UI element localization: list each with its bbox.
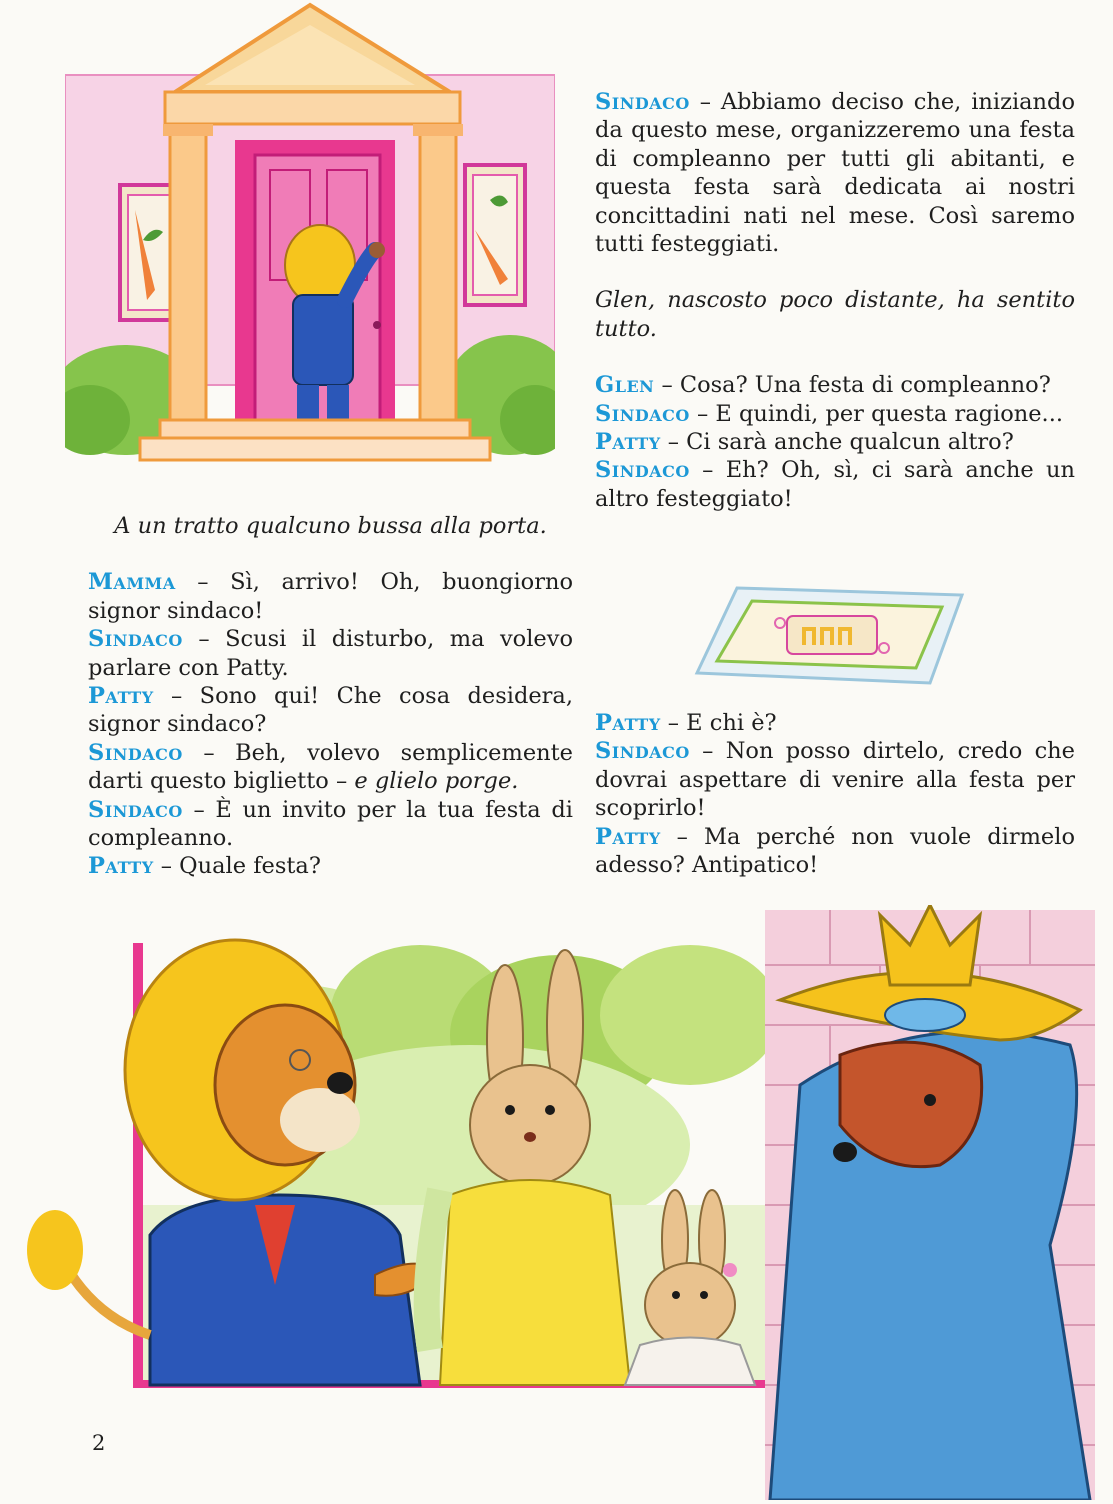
dialogue-line	[595, 737, 1075, 822]
dialogue-text: – Abbiamo deciso che, iniziando da questo mese, organizzeremo una festa di compleanno per tutti gli abitanti, e questa festa sarà dedicata ai nostri concittadini nati nel mese. Così saremo tutti festeggiati.	[595, 89, 1075, 258]
dialogue-line	[595, 456, 1075, 513]
dialogue-text: – È un invito per la tua festa di compleanno.	[88, 796, 573, 852]
dialogue-line	[595, 88, 1075, 258]
dialogue-text: – Non posso dirtelo, credo che dovrai aspettare di venire alla festa per scoprirlo!	[595, 738, 1075, 822]
speaker-label: Patty	[595, 823, 661, 850]
speaker-label: Patty	[595, 429, 661, 456]
speaker-label: Sindaco	[595, 457, 690, 484]
dialogue-text: – Scusi il disturbo, ma volevo parlare con Patty.	[88, 626, 573, 681]
dialogue-line	[88, 739, 573, 796]
speaker-label: Patty	[595, 710, 661, 736]
dialogue-line	[88, 796, 573, 853]
dialogue-line	[88, 682, 573, 739]
dialogue-line	[595, 709, 1075, 737]
page-number: 2	[92, 1431, 106, 1455]
speaker-label: Patty	[88, 853, 154, 880]
dialogue-text: – E quindi, per questa ragione...	[696, 400, 1064, 427]
dialogue-line	[595, 400, 1075, 428]
dialogue-text: – Ci sarà anche qualcun altro?	[667, 429, 1014, 456]
right-text-column-lower	[595, 709, 1075, 879]
dialogue-text: – Sì, arrivo! Oh, buongiorno signor sindaco!	[88, 569, 573, 624]
dialogue-line	[595, 428, 1075, 456]
left-text-column	[88, 512, 573, 881]
dialogue-text: – Eh? Oh, sì, ci sarà anche un altro festeggiato!	[595, 457, 1075, 512]
speaker-label: Sindaco	[595, 738, 690, 765]
dialogue-text: – Sono qui! Che cosa desidera, signor sindaco?	[88, 683, 574, 738]
dialogue-text: – Ma perché non vuole dirmelo adesso? Antipatico!	[595, 823, 1075, 879]
characters-scene-illustration	[0, 905, 1113, 1500]
speaker-label: Patty	[88, 683, 154, 710]
dialogue-text: – Cosa? Una festa di compleanno?	[661, 372, 1051, 399]
speaker-label: Sindaco	[595, 400, 690, 427]
house-door-illustration	[65, 0, 555, 480]
dialogue-line	[88, 568, 573, 625]
speaker-label: Sindaco	[88, 626, 183, 653]
speaker-label: Sindaco	[88, 796, 183, 823]
dialogue-line	[88, 625, 573, 682]
stage-direction: e glielo porge.	[354, 768, 519, 795]
right-text-column-upper	[595, 88, 1075, 513]
narration-glen: Glen, nascosto poco distante, ha sentito tutto.	[595, 287, 1075, 342]
speaker-label: Mamma	[88, 569, 176, 596]
dialogue-line	[595, 823, 1075, 880]
dialogue-line	[595, 371, 1075, 399]
invitation-card-illustration	[692, 583, 967, 688]
dialogue-text: – E chi è?	[667, 710, 777, 736]
speaker-label: Sindaco	[88, 739, 183, 766]
dialogue-text: – Quale festa?	[160, 853, 321, 880]
dialogue-text: – Beh, volevo semplicemente darti questo biglietto –	[88, 739, 573, 795]
speaker-label: Glen	[595, 372, 655, 399]
speaker-label: Sindaco	[595, 89, 690, 115]
caption-knock: A un tratto qualcuno bussa alla porta.	[114, 513, 547, 539]
dialogue-line	[88, 852, 573, 880]
